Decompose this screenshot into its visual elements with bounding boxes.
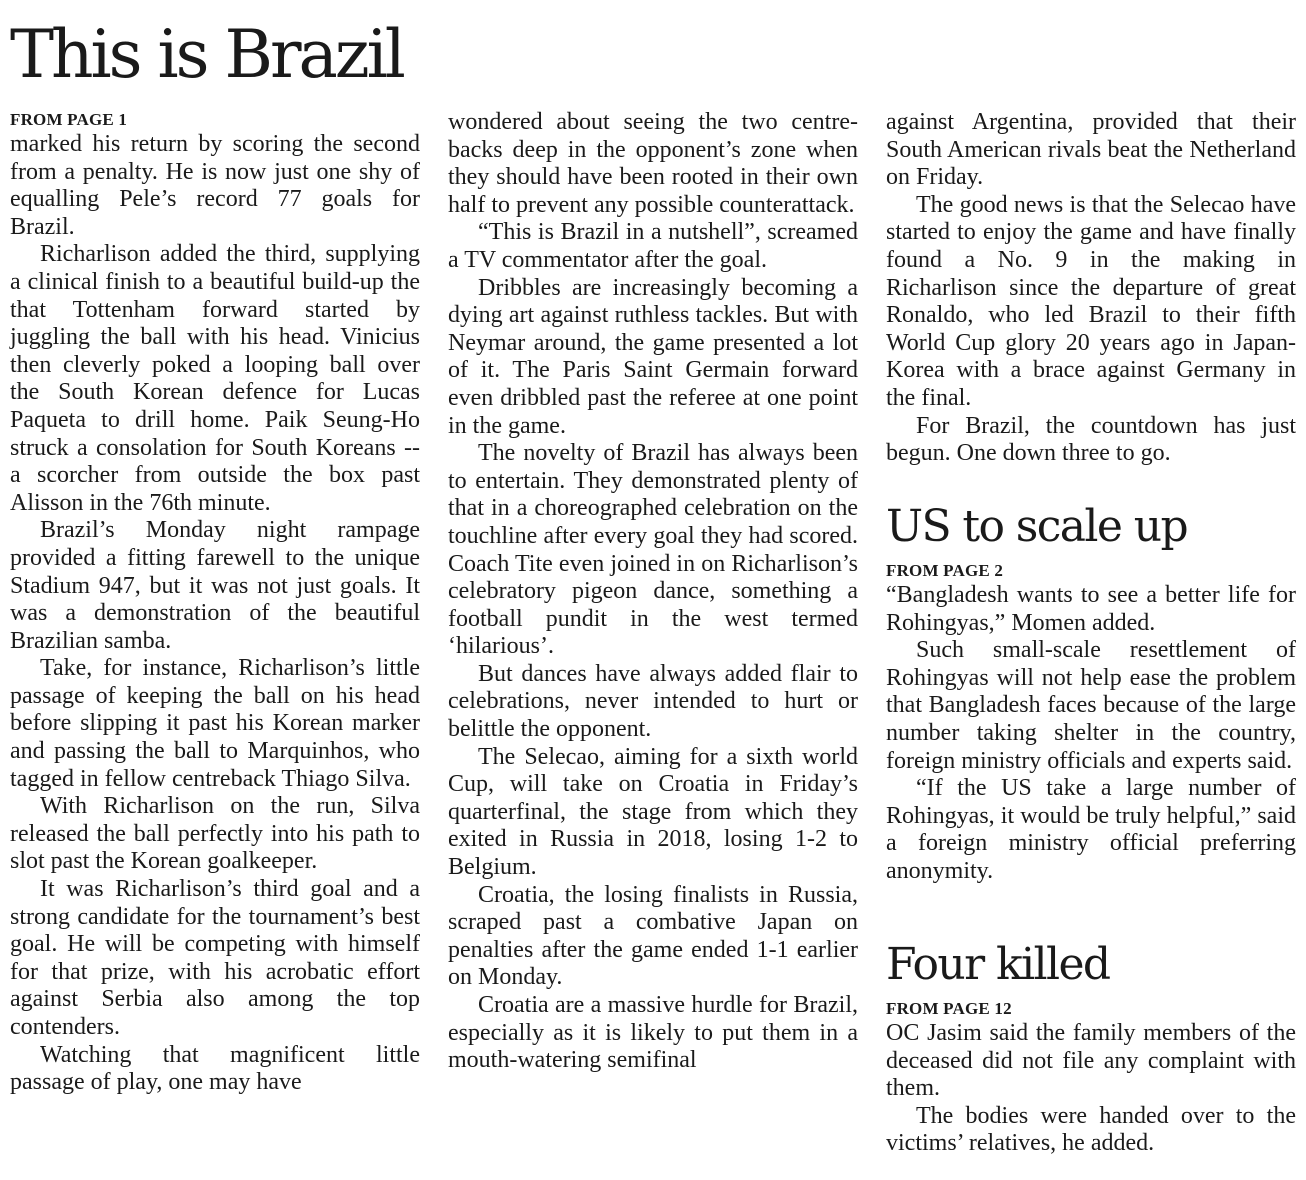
paragraph: The Selecao, aiming for a sixth world Cup, will take on Croatia in Friday’s quarterfinal, the stage from which they exited in Russia in 2018, losing 1-2 to Belgium.: [448, 743, 858, 881]
paragraph: Such small-scale resettlement of Rohingyas will not help ease the problem that Bangladesh faces because of the large number taking shelter in the country, foreign ministry officials and experts said.: [886, 637, 1296, 774]
paragraph: “This is Brazil in a nutshell”, screamed a TV commentator after the goal.: [448, 219, 858, 273]
paragraph: The novelty of Brazil has always been to entertain. They demonstrated plenty of that in a choreographed celebration on the touchline after every goal they had scored. Coach Tite even joined in on Richarlison’s celebratory pigeon dance, something a football pundit in the west termed ‘hilarious’.: [448, 440, 858, 660]
paragraph: With Richarlison on the run, Silva released the ball perfectly into his path to slot past the Korean goalkeeper.: [10, 793, 420, 875]
paragraph: Take, for instance, Richarlison’s little passage of keeping the ball on his head before slipping it past his Korean marker and passing the ball to Marquinhos, who tagged in fellow centreback Thiago Silva.: [10, 655, 420, 792]
paragraph: Dribbles are increasingly becoming a dying art against ruthless tackles. But with Neymar around, the game presented a lot of it. The Paris Saint Germain forward even dribbled past the referee at one point in the game.: [448, 274, 858, 439]
paragraph: For Brazil, the countdown has just begun. One down three to go.: [886, 412, 1296, 467]
paragraph: Richarlison added the third, supplying a clinical finish to a beautiful build-up the that Tottenham forward started by juggling the ball with his head. Vinicius then cleverly poked a looping ball over the South Korean defence for Lucas Paqueta to drill home. Paik Seung-Ho struck a consolation for South Koreans -- a scorcher from outside the box past Alisson in the 76th minute.: [10, 241, 420, 516]
paragraph: It was Richarlison’s third goal and a strong candidate for the tournament’s best goal. He will be competing with himself for that prize, with his acrobatic effort against Serbia also among the top contenders.: [10, 876, 420, 1040]
paragraph: wondered about seeing the two centre-backs deep in the opponent’s zone when they should have been rooted in their own half to prevent any possible counterattack.: [448, 109, 858, 218]
paragraph: “Bangladesh wants to see a better life for Rohingyas,” Momen added.: [886, 582, 1296, 636]
paragraph: The bodies were handed over to the victims’ relatives, he added.: [886, 1102, 1296, 1157]
paragraph: OC Jasim said the family members of the deceased did not file any complaint with them.: [886, 1020, 1296, 1102]
main-story-column-1: [10, 109, 420, 1097]
main-story-jump-label: FROM PAGE 1: [10, 110, 128, 129]
paragraph: Brazil’s Monday night rampage provided a fitting farewell to the unique Stadium 947, but it was not just goals. It was a demonstration of the beautiful Brazilian samba.: [10, 517, 420, 654]
paragraph: The good news is that the Selecao have started to enjoy the game and have finally found a No. 9 in the making in Richarlison since the departure of great Ronaldo, who led Brazil to their fifth World Cup glory 20 years ago in Japan-Korea with a brace against Germany in the final.: [886, 191, 1296, 411]
paragraph: “If the US take a large number of Rohingyas, it would be truly helpful,” said a foreign ministry official preferring anonymity.: [886, 775, 1296, 884]
paragraph: against Argentina, provided that their South American rivals beat the Netherland on Friday.: [886, 109, 1296, 191]
paragraph: But dances have always added flair to celebrations, never intended to hurt or belittle the opponent.: [448, 660, 858, 743]
four-killed-jump-label: FROM PAGE 12: [886, 999, 1012, 1018]
us-story-jump-label: FROM PAGE 2: [886, 561, 1004, 580]
four-killed-headline: Four killed: [886, 939, 1110, 990]
main-story-column-2: [448, 109, 858, 1075]
us-story-body: [886, 560, 1296, 886]
paragraph: Croatia are a massive hurdle for Brazil, especially as it is likely to put them in a mouth-watering semifinal: [448, 992, 858, 1074]
main-story-column-3: [886, 109, 1296, 468]
paragraph: Croatia, the losing finalists in Russia, scraped past a combative Japan on penalties after the game ended 1-1 earlier on Monday.: [448, 881, 858, 991]
main-headline: This is Brazil: [10, 16, 403, 93]
paragraph: marked his return by scoring the second from a penalty. He is now just one shy of equalling Pele’s record 77 goals for Brazil.: [10, 131, 420, 240]
paragraph: Watching that magnificent little passage of play, one may have: [10, 1041, 420, 1096]
us-story-headline: US to scale up: [886, 501, 1188, 552]
four-killed-body: [886, 998, 1296, 1158]
